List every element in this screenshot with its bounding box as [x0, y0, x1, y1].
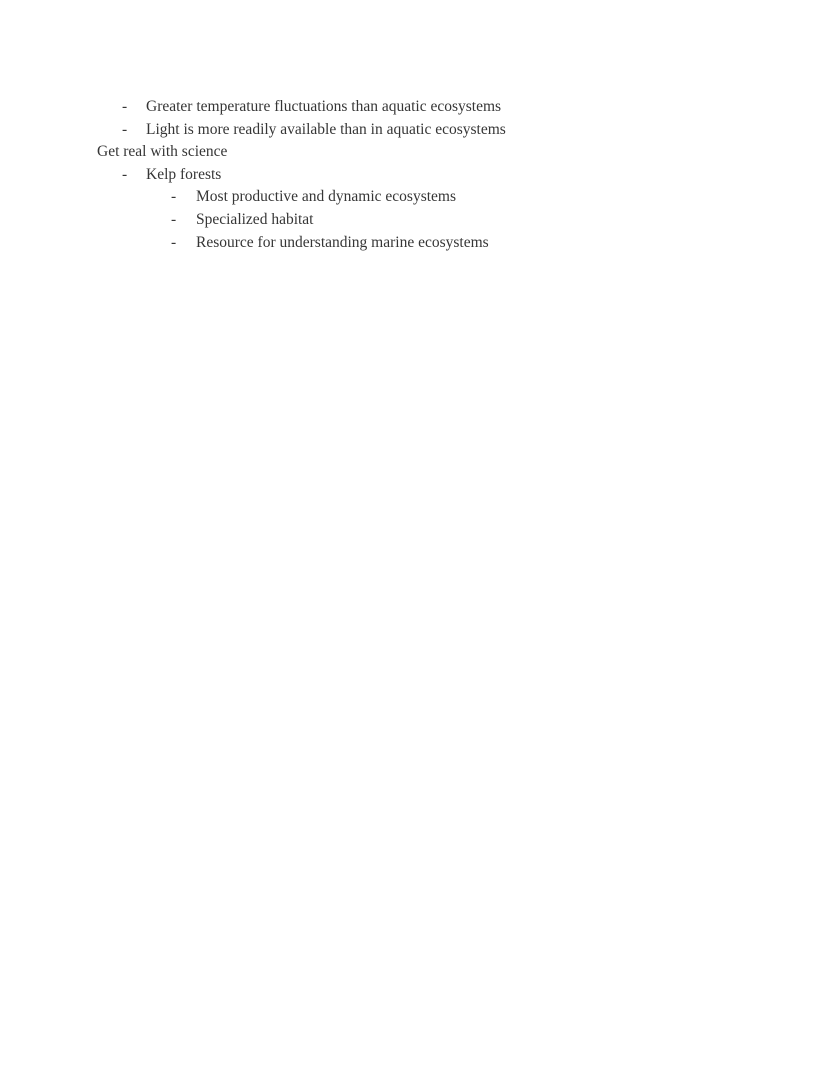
outline-item: [97, 96, 788, 119]
outline-item-text: Specialized habitat: [196, 210, 314, 228]
outline-item-text: Light is more readily available than in aquatic ecosystems: [146, 120, 506, 138]
outline-item-text: Get real with science: [97, 143, 228, 161]
dash-bullet: -: [122, 120, 128, 138]
outline-item: [97, 164, 788, 187]
outline-item: [97, 232, 788, 255]
outline-item: [97, 119, 788, 142]
dash-bullet: -: [122, 98, 128, 115]
dash-bullet: -: [122, 165, 128, 183]
document-outline: [97, 96, 788, 254]
outline-item-text: Kelp forests: [146, 165, 222, 183]
outline-item: [97, 141, 788, 164]
dash-bullet: -: [171, 210, 177, 228]
outline-item: [97, 186, 788, 209]
outline-item-text: Most productive and dynamic ecosystems: [196, 188, 457, 206]
outline-item-text: Greater temperature fluctuations than aquatic ecosystems: [146, 98, 502, 115]
dash-bullet: -: [171, 188, 177, 206]
dash-bullet: -: [171, 233, 177, 251]
outline-item-text: Resource for understanding marine ecosystems: [196, 233, 489, 251]
outline-item: [97, 209, 788, 232]
